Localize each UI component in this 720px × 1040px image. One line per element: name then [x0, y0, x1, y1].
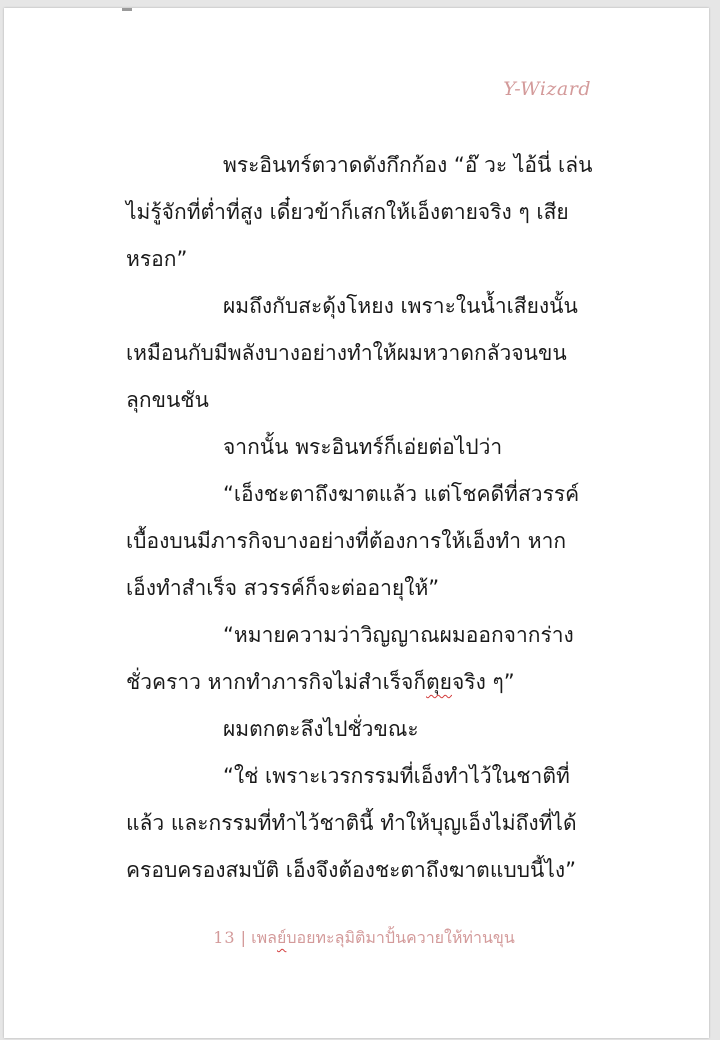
body-line: จากนั้น พระอินทร์ก็เอ่ยต่อไปว่า	[223, 435, 503, 459]
body-line: ผมตกตะลึงไปชั่วขณะ	[223, 717, 419, 741]
body-line: ไม่รู้จักที่ต่ำที่สูง เดี๋ยวข้าก็เสกให้เอ็งตายจริง ๆ เสีย	[126, 200, 569, 224]
page-footer	[4, 926, 720, 951]
footer-separator: |	[240, 928, 247, 947]
body-line: พระอินทร์ตวาดดังกึกก้อง “อ๊ วะ ไอ้นี่ เล่น	[223, 153, 593, 177]
body-line: “เอ็งชะตาถึงฆาตแล้ว แต่โชคดีที่สวรรค์	[223, 482, 580, 506]
page-top-marker	[122, 8, 132, 11]
document-page	[4, 8, 709, 1038]
body-line: เหมือนกับมีพลังบางอย่างทำให้ผมหวาดกลัวจนขน	[126, 341, 567, 365]
body-text	[126, 142, 596, 894]
spellcheck-word[interactable]: ย์	[276, 928, 287, 947]
footer-title-part: บอยทะลุมิติมาปั้นควายให้ท่านขุน	[286, 928, 515, 947]
body-line	[126, 659, 596, 706]
page-number: 13	[213, 928, 236, 947]
spellcheck-word[interactable]: ตุย	[426, 670, 452, 694]
body-line: เบื้องบนมีภารกิจบางอย่างที่ต้องการให้เอ็งทำ หาก	[126, 529, 567, 553]
body-line: หรอก”	[126, 247, 188, 271]
footer-title-part: เพล	[251, 928, 277, 947]
body-line: “หมายความว่าวิญญาณผมออกจากร่าง	[223, 623, 574, 647]
body-line: ผมถึงกับสะดุ้งโหยง เพราะในน้ำเสียงนั้น	[223, 294, 578, 318]
body-line: เอ็งทำสำเร็จ สวรรค์ก็จะต่ออายุให้”	[126, 576, 440, 600]
body-line: แล้ว และกรรมที่ทำไว้ชาตินี้ ทำให้บุญเอ็งไม่ถึงที่ได้	[126, 811, 577, 835]
body-line: ลุกขนชัน	[126, 388, 209, 412]
body-line: “ใช่ เพราะเวรกรรมที่เอ็งทำไว้ในชาติที่	[223, 764, 570, 788]
body-line-segment: จริง ๆ”	[452, 670, 515, 694]
body-line: ครอบครองสมบัติ เอ็งจึงต้องชะตาถึงฆาตแบบนี้ไง”	[126, 858, 577, 882]
body-line-segment: ชั่วคราว หากทำภารกิจไม่สำเร็จก็	[126, 670, 427, 694]
header-brand: Y-Wizard	[503, 78, 591, 100]
